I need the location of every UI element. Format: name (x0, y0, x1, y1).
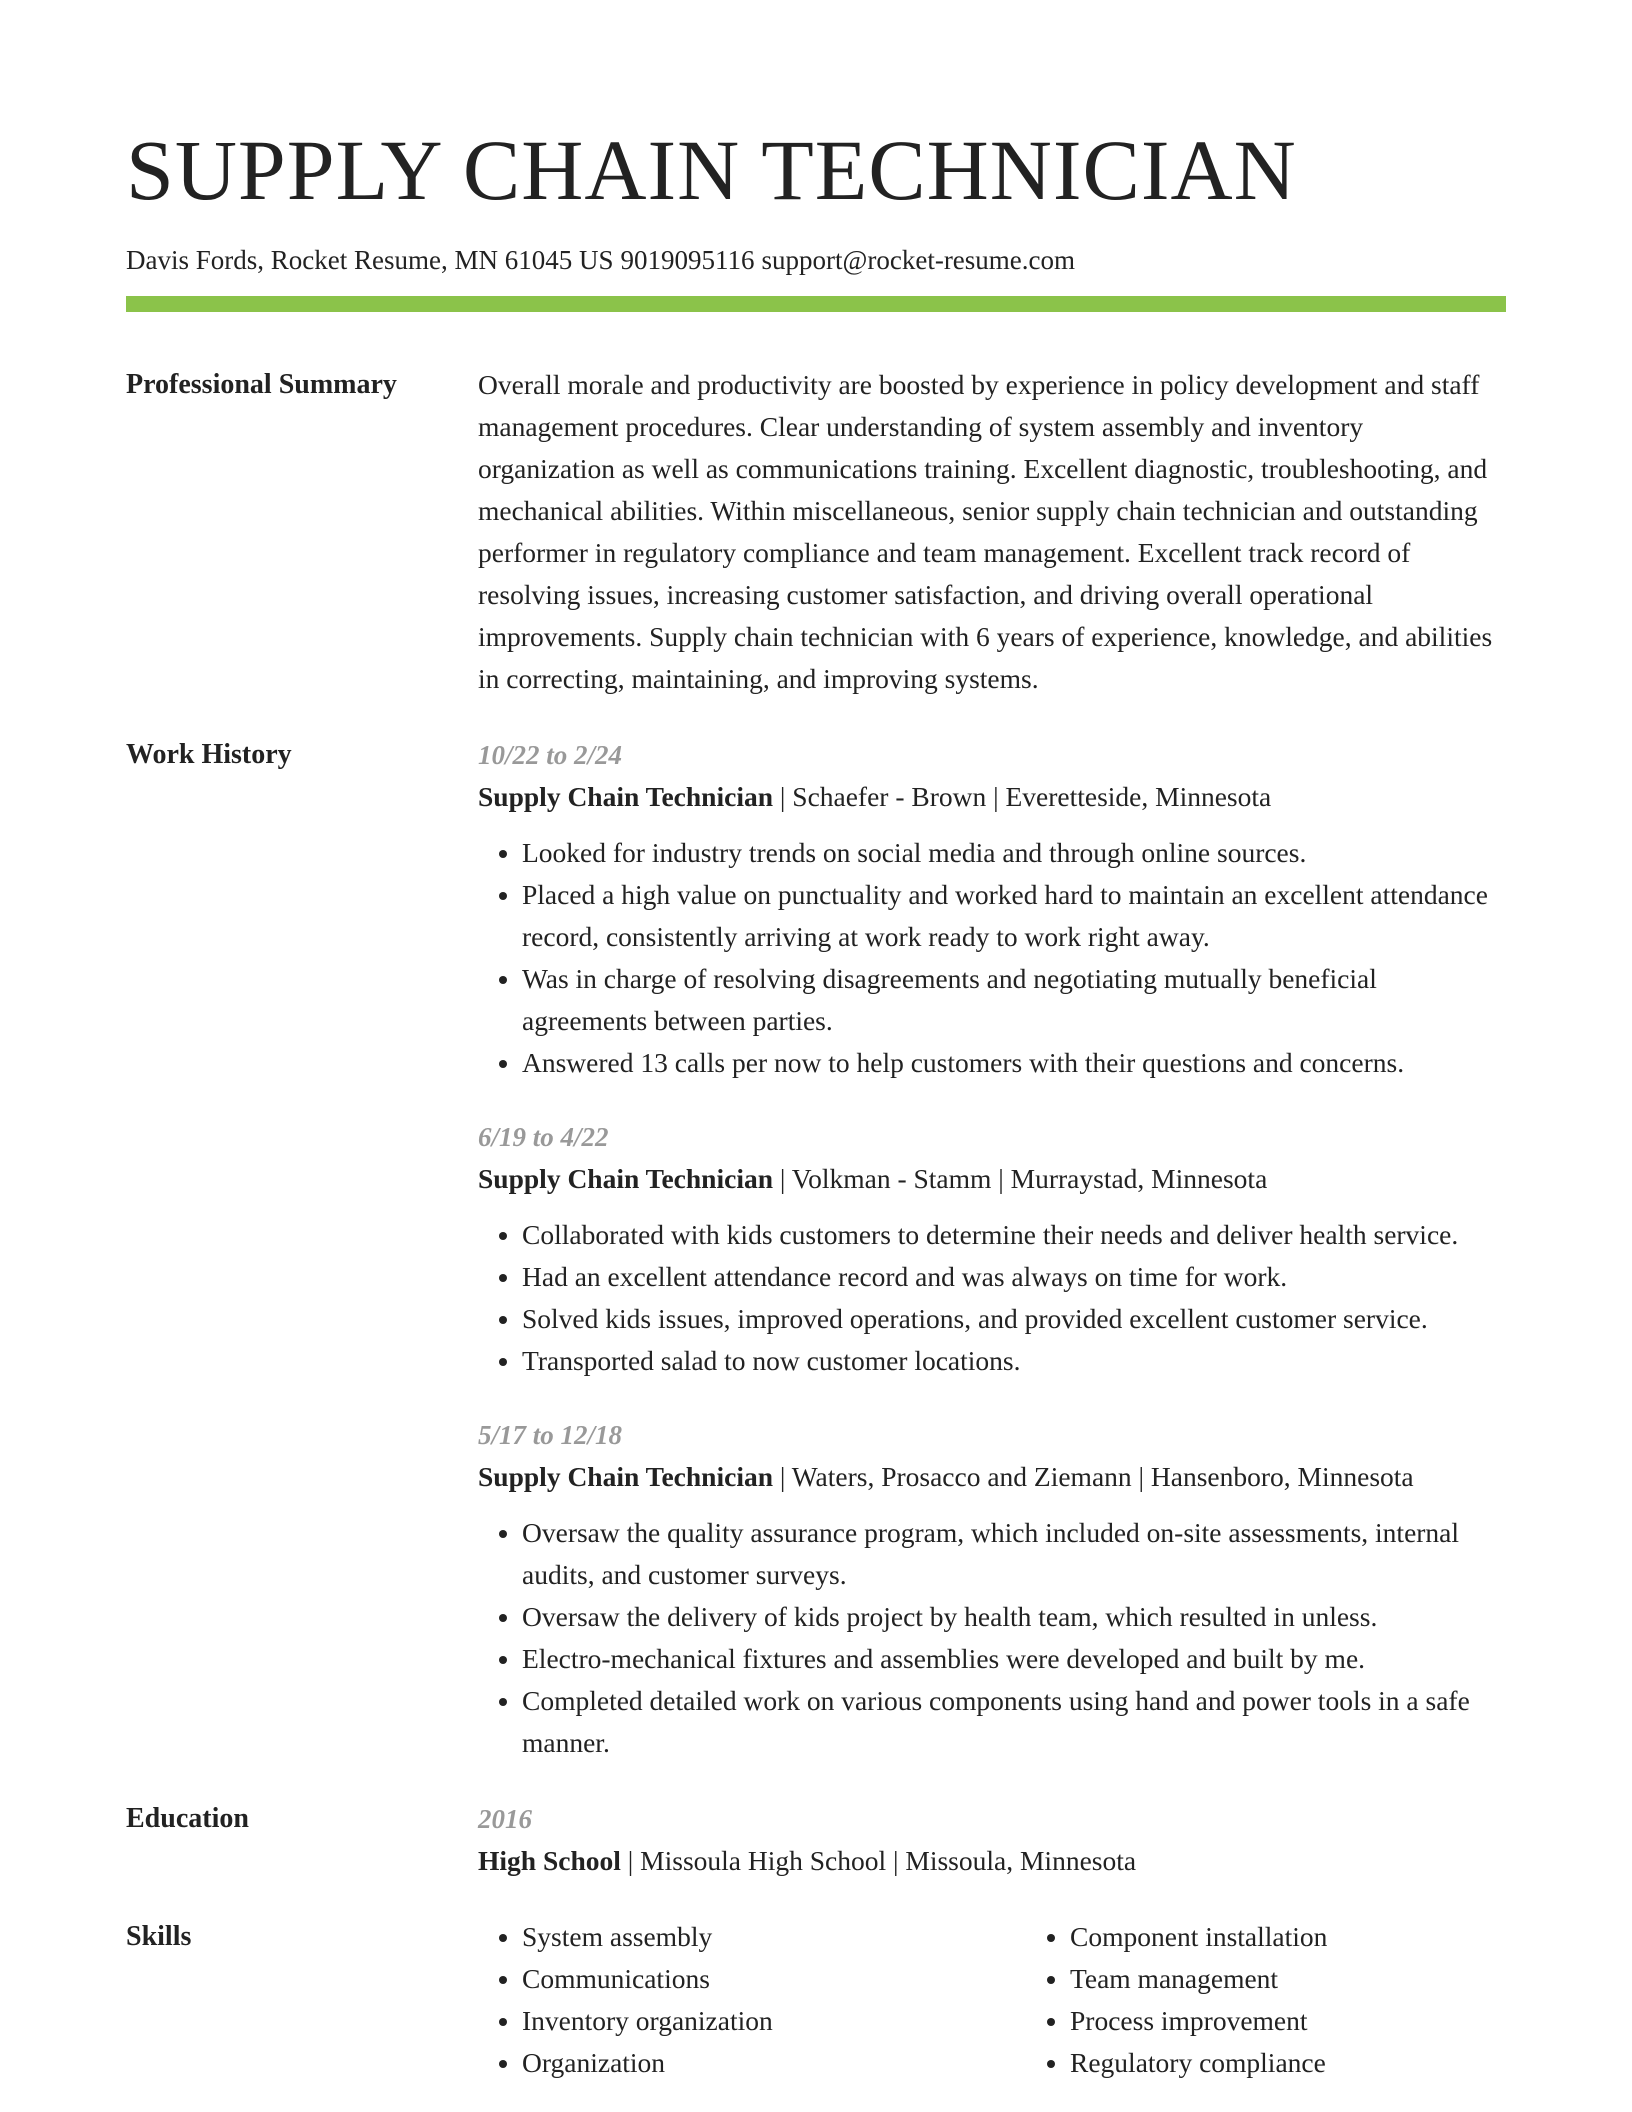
job-bullet: • Transported salad to now customer locations. (522, 1340, 1506, 1382)
skill-item: • Organization (522, 2042, 1026, 2084)
education-year: 2016 (478, 1804, 532, 1834)
job-dates: 10/22 to 2/24 (478, 740, 623, 770)
summary-text: Overall morale and productivity are boosted by experience in policy development and staff management procedures. Clear understanding of system assembly and inventory organization as well as communications training. Excellent diagnostic, troubleshooting, and mechanical abilities. Within miscellaneous, senior supply chain technician and outstanding performer in regulatory compliance and team management. Excellent track record of resolving issues, increasing customer satisfaction, and driving overall operational improvements. Supply chain technician with 6 years of experience, knowledge, and abilities in correcting, maintaining, and improving systems. (478, 369, 1493, 694)
job-role: Supply Chain Technician (478, 781, 774, 812)
education-school: | Missoula High School | Missoula, Minnesota (620, 1845, 1137, 1876)
work-history-body (478, 734, 1506, 1764)
job-bullet: • Oversaw the quality assurance program, which included on-site assessments, internal audits, and customer surveys. (522, 1512, 1506, 1596)
skills-list-right (1026, 1916, 1574, 2084)
contact-email: support@rocket-resume.com (761, 245, 1076, 275)
skills-section (126, 1916, 1506, 2084)
job-bullets (478, 1214, 1506, 1382)
contact-line (126, 242, 1506, 278)
job-bullet: • Was in charge of resolving disagreements and negotiating mutually beneficial agreements between parties. (522, 958, 1506, 1042)
work-history-section (126, 734, 1506, 1764)
work-history-heading: Work History (126, 739, 292, 770)
job-employer: | Waters, Prosacco and Ziemann | Hansenboro, Minnesota (773, 1461, 1414, 1492)
job-employer: | Schaefer - Brown | Everetteside, Minnesota (773, 781, 1272, 812)
education-line (478, 1840, 1506, 1882)
contact-phone: 9019095116 (620, 245, 755, 275)
job-dates: 6/19 to 4/22 (478, 1122, 609, 1152)
header-divider (126, 296, 1506, 312)
education-body (478, 1798, 1506, 1882)
skill-item: • Process improvement (1070, 2000, 1574, 2042)
skill-item: • System assembly (522, 1916, 1026, 1958)
skill-item: • Regulatory compliance (1070, 2042, 1574, 2084)
summary-body (478, 364, 1506, 700)
job-bullet: • Collaborated with kids customers to determine their needs and deliver health service. (522, 1214, 1506, 1256)
skills-heading: Skills (126, 1921, 192, 1952)
job-bullet: • Answered 13 calls per now to help customers with their questions and concerns. (522, 1042, 1506, 1084)
resume-title: SUPPLY CHAIN TECHNICIAN (126, 122, 1297, 218)
summary-section (126, 364, 1506, 700)
summary-heading: Professional Summary (126, 369, 397, 400)
job-heading (478, 1158, 1506, 1200)
skills-body (478, 1916, 1574, 2084)
job-heading (478, 776, 1506, 818)
job-entry (478, 734, 1506, 1084)
skill-item: • Communications (522, 1958, 1026, 2000)
job-bullet: • Placed a high value on punctuality and worked hard to maintain an excellent attendance record, consistently arriving at work ready to work right away. (522, 874, 1506, 958)
skill-item: • Component installation (1070, 1916, 1574, 1958)
job-role: Supply Chain Technician (478, 1163, 774, 1194)
job-bullet: • Electro-mechanical fixtures and assemblies were developed and built by me. (522, 1638, 1506, 1680)
skills-list-left (478, 1916, 1026, 2084)
skill-item: • Inventory organization (522, 2000, 1026, 2042)
job-bullet: • Solved kids issues, improved operations, and provided excellent customer service. (522, 1298, 1506, 1340)
job-bullet: • Oversaw the delivery of kids project by health team, which resulted in unless. (522, 1596, 1506, 1638)
job-entry (478, 1414, 1506, 1764)
job-heading (478, 1456, 1506, 1498)
education-heading: Education (126, 1803, 249, 1834)
job-bullet: • Had an excellent attendance record and was always on time for work. (522, 1256, 1506, 1298)
job-role: Supply Chain Technician (478, 1461, 774, 1492)
job-bullet: • Completed detailed work on various components using hand and power tools in a safe manner. (522, 1680, 1506, 1764)
job-bullet: • Looked for industry trends on social media and through online sources. (522, 832, 1506, 874)
education-degree: High School (478, 1845, 621, 1876)
job-employer: | Volkman - Stamm | Murraystad, Minnesota (773, 1163, 1268, 1194)
education-section (126, 1798, 1506, 1882)
job-dates: 5/17 to 12/18 (478, 1420, 623, 1450)
skill-item: • Team management (1070, 1958, 1574, 2000)
job-bullets (478, 1512, 1506, 1764)
job-bullets (478, 832, 1506, 1084)
contact-address: Davis Fords, Rocket Resume, MN 61045 US (126, 245, 614, 275)
job-entry (478, 1116, 1506, 1382)
